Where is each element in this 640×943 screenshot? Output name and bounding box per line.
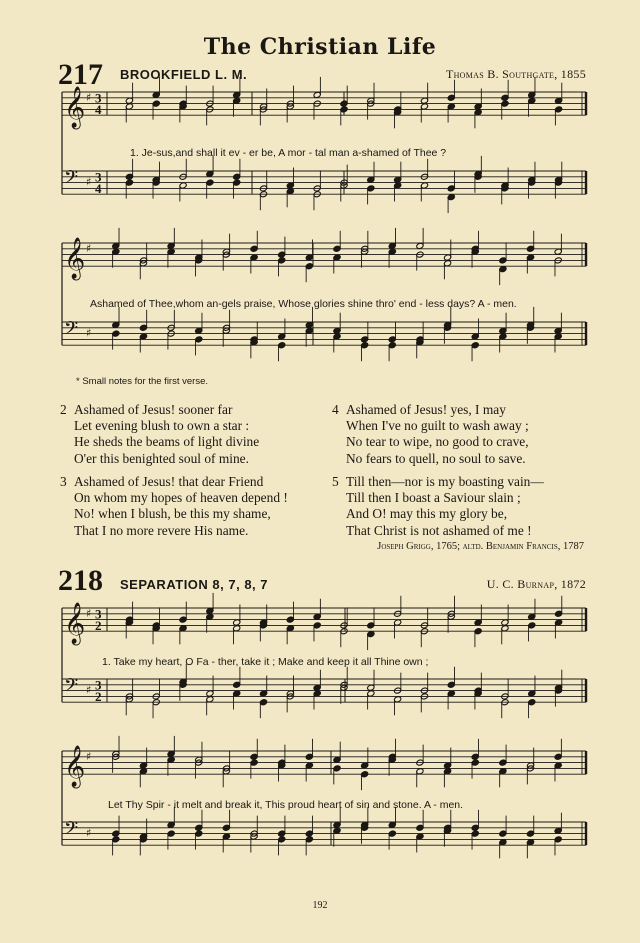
hymn-218-lyrics-line-2: Let Thy Spir - it melt and break it, This proud heart of sin and stone. A - men.	[108, 799, 464, 811]
key-signature-sharp: ♯	[86, 326, 92, 340]
key-signature-sharp: ♯	[86, 826, 92, 840]
bass-clef: 𝄢	[64, 318, 79, 344]
key-signature-sharp: ♯	[86, 683, 92, 697]
hymn-218-lyrics-line-1: 1. Take my heart, O Fa - ther, take it ; Make and keep it all Thine own ;	[102, 656, 429, 668]
verse-number: 5	[332, 474, 339, 489]
time-signature-bottom: 2	[95, 618, 102, 634]
key-signature-sharp: ♯	[86, 606, 92, 620]
time-signature-bottom: 4	[95, 181, 102, 197]
footnote: * Small notes for the first verse.	[76, 376, 208, 387]
bass-clef: 𝄢	[64, 675, 79, 701]
treble-clef: 𝄞	[64, 746, 86, 788]
bass-clef: 𝄢	[64, 818, 79, 844]
hymn-217-number: 217	[58, 58, 103, 91]
key-signature-sharp: ♯	[86, 175, 92, 189]
time-signature-top: 3	[95, 606, 102, 622]
time-signature-top: 3	[95, 169, 102, 185]
hymn-218-composer: U. C. Burnap, 1872	[486, 577, 586, 591]
time-signature-bottom: 4	[95, 102, 102, 118]
verse-5: 5 Till then—nor is my boasting vain— Till then I boast a Saviour slain ; And O! may this my glory be, That Christ is not ashamed of me !	[332, 474, 544, 538]
verse-3: 3 Ashamed of Jesus! that dear Friend On whom my hopes of heaven depend ! No! when I blush, be this my shame, That I no more revere His name.	[60, 474, 288, 538]
time-signature-top: 3	[95, 677, 102, 693]
hymn-217-lyrics-line-2: Ashamed of Thee,whom an-gels praise, Whose glories shine thro' end - less days? A - men.	[90, 298, 517, 310]
hymn-218-number: 218	[58, 564, 103, 597]
verse-number: 4	[332, 402, 339, 417]
hymn-217-composer: Thomas B. Southgate, 1855	[445, 67, 586, 81]
verse-4: 4 Ashamed of Jesus! yes, I may When I've no guilt to wash away ; No tear to wipe, no good to crave, No fears to quell, no soul to save.	[332, 402, 529, 466]
time-signature-top: 3	[95, 90, 102, 106]
treble-clef: 𝄞	[64, 603, 86, 645]
section-title: The Christian Life	[203, 34, 437, 60]
verse-number: 3	[60, 474, 67, 489]
verse-2: 2 Ashamed of Jesus! sooner far Let evening blush to own a star : He sheds the beams of light divine O'er this benighted soul of mine.	[60, 402, 260, 466]
hymn-217-lyrics-line-1: 1. Je-sus,and shall it ev - er be, A mor - tal man a-shamed of Thee ?	[130, 147, 447, 159]
page-number: 192	[312, 900, 328, 911]
hymn-218-tune-name: SEPARATION 8, 7, 8, 7	[120, 577, 269, 592]
key-signature-sharp: ♯	[86, 749, 92, 763]
hymn-217-tune-name: BROOKFIELD L. M.	[120, 67, 248, 82]
treble-clef: 𝄞	[64, 87, 86, 129]
key-signature-sharp: ♯	[86, 241, 92, 255]
treble-clef: 𝄞	[64, 238, 86, 280]
hymn-217-credit: Joseph Grigg, 1765; altd. Benjamin Francis, 1787	[377, 541, 584, 552]
key-signature-sharp: ♯	[86, 90, 92, 104]
verse-number: 2	[60, 402, 67, 417]
bass-clef: 𝄢	[64, 167, 79, 193]
time-signature-bottom: 2	[95, 689, 102, 705]
